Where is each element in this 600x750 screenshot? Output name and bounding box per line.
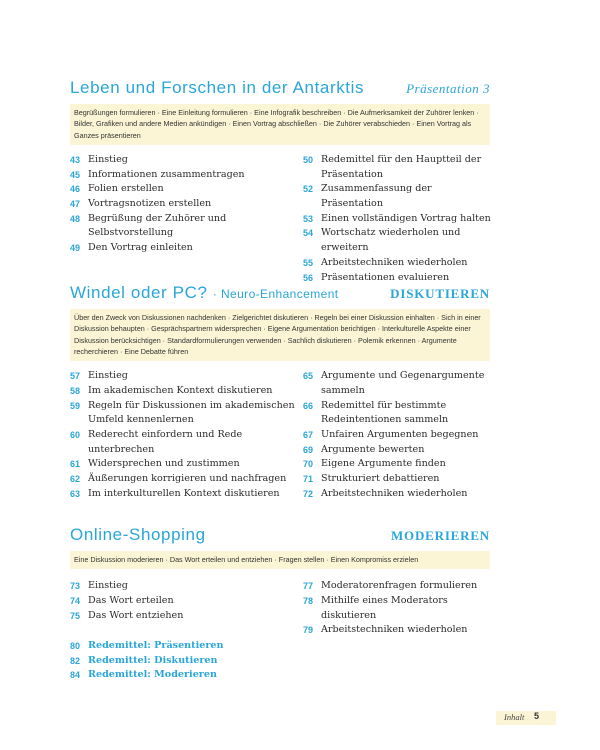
toc-entry[interactable]: [303, 472, 493, 487]
page-number: 43: [70, 154, 81, 165]
entry-title: Einstieg: [88, 153, 128, 165]
toc-entry[interactable]: [303, 594, 493, 623]
entry-title: Äußerungen korrigieren und nachfragen: [88, 473, 287, 485]
page-number: 49: [70, 243, 81, 254]
page-number: 82: [70, 655, 81, 666]
entry-title: Redemittel für bestimmte Redeintentionen sammeln: [321, 399, 449, 426]
page-number: 50: [303, 154, 314, 165]
section-header: [70, 74, 490, 100]
toc-entry[interactable]: [303, 182, 493, 211]
toc-entry[interactable]: [303, 226, 493, 255]
page-number: 54: [303, 228, 314, 239]
entry-title: Redemittel: Moderieren: [88, 669, 217, 681]
page-number: 46: [70, 184, 81, 195]
toc-entry[interactable]: [70, 212, 295, 241]
entry-title: Unfairen Argumenten begegnen: [321, 429, 479, 440]
page-number: 74: [70, 596, 81, 606]
section-summary: Über den Zweck von Diskussionen nachdenken · Zielgerichtet diskutieren · Regeln bei einer Diskussion einhalten · Sich in einer Diskussion behaupten · Gesprächspartnern widersprechen · Eigene Argumentation berichtigen · Interkulturelle Aspekte einer Diskussion berücksichtigen · Standardformulierungen verwenden · Sachlich diskutieren · Polemik erkennen · Argumente recherchieren · Eine Debatte führen: [70, 309, 490, 361]
page-number: 59: [70, 400, 81, 411]
entry-title: Präsentationen evaluieren: [321, 271, 450, 283]
entry-title: Rederecht einfordern und Rede unterbrechen: [88, 429, 243, 455]
toc-entry[interactable]: [303, 579, 493, 594]
section-tag: Präsentation 3: [406, 81, 490, 96]
toc-entry[interactable]: [303, 443, 493, 458]
page-number: 77: [303, 581, 314, 592]
entry-title: Redemittel: Präsentieren: [88, 640, 224, 651]
section-tag: MODERIEREN: [390, 528, 490, 543]
entry-title: Im akademischen Kontext diskutieren: [88, 384, 273, 396]
section-summary: Begrüßungen formulieren · Eine Einleitung formulieren · Eine Infografik beschreiben · Die Aufmerksamkeit der Zuhörer lenken · Bilder, Grafiken und andere Medien ankündigen · Einen Vortrag abschließen · Die Zuhörer verabschieden · Einen Vortrag als Ganzes präsentieren: [70, 104, 490, 145]
page-number: 69: [303, 444, 314, 455]
entry-title: Wortschatz wiederholen und erweitern: [321, 227, 461, 254]
toc-left-column: [70, 579, 295, 623]
section-title-main: Windel oder PC?: [70, 283, 208, 302]
toc-entry[interactable]: [70, 654, 223, 669]
entry-title: Informationen zusammentragen: [88, 168, 245, 180]
toc-entry[interactable]: [303, 153, 493, 182]
toc-entry[interactable]: [70, 579, 295, 594]
footer-tab: [496, 711, 556, 725]
toc-entry[interactable]: [70, 369, 295, 384]
toc-entry[interactable]: [70, 594, 295, 609]
entry-title: Das Wort erteilen: [88, 595, 174, 606]
toc-left-column: [70, 153, 295, 256]
toc-entry[interactable]: [70, 428, 295, 457]
toc-entry[interactable]: [303, 256, 493, 271]
page-number: 63: [70, 488, 81, 499]
entry-title: Arbeitstechniken wiederholen: [321, 256, 468, 268]
section-title: Leben und Forschen in der Antarktis: [70, 78, 365, 97]
page-number: 67: [303, 430, 314, 440]
toc-entry[interactable]: [70, 384, 295, 399]
section-header: [70, 521, 490, 547]
toc-right-column: [303, 369, 493, 501]
section-summary: Eine Diskussion moderieren · Das Wort erteilen und entziehen · Fragen stellen · Einen Kompromiss erzielen: [70, 551, 490, 569]
entry-title: Argumente und Gegenargumente sammeln: [321, 370, 485, 396]
toc-entry[interactable]: [70, 182, 295, 197]
entry-title: Das Wort entziehen: [88, 609, 184, 621]
section-online-shopping: [70, 521, 490, 636]
toc-entry[interactable]: [70, 668, 223, 683]
page-number: 62: [70, 474, 81, 485]
toc-entry[interactable]: [303, 212, 493, 227]
page-number: 72: [303, 488, 314, 499]
page-number: 61: [70, 459, 81, 470]
page-number: 53: [303, 213, 314, 224]
toc-right-column: [303, 153, 493, 285]
page-number: 80: [70, 641, 81, 651]
toc-right-column: [303, 579, 493, 638]
entry-title: Mithilfe eines Moderators diskutieren: [321, 595, 448, 621]
page-number: 47: [70, 199, 81, 209]
section-windel-oder-pc: [70, 279, 490, 499]
entry-title: Strukturiert debattieren: [321, 473, 440, 485]
page-number: 66: [303, 400, 314, 411]
entry-title: Regeln für Diskussionen im akademischen Umfeld kennenlernen: [88, 399, 295, 426]
page-number: 52: [303, 184, 314, 195]
toc-entry[interactable]: [303, 428, 493, 443]
toc-left-column: [70, 369, 295, 501]
toc-entry[interactable]: [70, 472, 295, 487]
section-title: [70, 283, 339, 303]
page-number: 79: [303, 625, 314, 636]
page-number: 58: [70, 385, 81, 396]
entry-title: Arbeitstechniken wiederholen: [321, 624, 468, 636]
entry-title: Den Vortrag einleiten: [88, 242, 193, 254]
entry-title: Moderatorenfragen formulieren: [321, 580, 478, 592]
entry-title: Begrüßung der Zuhörer und Selbstvorstellung: [88, 212, 227, 239]
page-number: 75: [70, 610, 81, 621]
toc-entry[interactable]: [70, 487, 295, 502]
toc-entry[interactable]: [70, 168, 295, 183]
page-number: 84: [70, 670, 81, 681]
section-subtitle: · Neuro-Enhancement: [212, 287, 339, 301]
entry-title: Einstieg: [88, 370, 128, 382]
entry-title: Arbeitstechniken wiederholen: [321, 487, 468, 499]
entry-title: Widersprechen und zustimmen: [88, 458, 240, 470]
page-number: 65: [303, 371, 314, 382]
page-number: 70: [303, 459, 314, 470]
entry-title: Eigene Argumente finden: [321, 458, 446, 470]
entry-title: Argumente bewerten: [321, 443, 425, 455]
page-number: 48: [70, 213, 81, 224]
entry-title: Zusammenfassung der Präsentation: [321, 183, 432, 209]
page-number: 55: [303, 257, 314, 268]
toc-entry[interactable]: [70, 197, 295, 212]
entry-title: Einen vollständigen Vortrag halten: [321, 212, 491, 224]
section-title: Online-Shopping: [70, 525, 206, 544]
entry-title: Redemittel für den Hauptteil der Präsentation: [321, 153, 482, 180]
page-number: 60: [70, 430, 81, 440]
page-number: 78: [303, 596, 314, 606]
section-tag: DISKUTIEREN: [390, 286, 490, 301]
section-header: [70, 279, 490, 305]
toc-entry[interactable]: [70, 639, 223, 654]
page-number: 45: [70, 169, 81, 180]
footer-label: Inhalt: [504, 712, 525, 722]
toc-entry[interactable]: [303, 457, 493, 472]
page-number: 56: [303, 272, 314, 283]
toc-entry[interactable]: [70, 457, 295, 472]
page-number: 71: [303, 474, 314, 485]
section-antarktis: [70, 74, 491, 283]
redemittel-list: [70, 639, 223, 683]
toc-entry[interactable]: [70, 609, 295, 624]
page-number: 73: [70, 581, 81, 592]
toc-entry[interactable]: [303, 399, 493, 428]
toc-entry[interactable]: [70, 241, 295, 256]
toc-entry[interactable]: [303, 487, 493, 502]
entry-title: Redemittel: Diskutieren: [88, 654, 218, 666]
entry-title: Vortragsnotizen erstellen: [88, 198, 212, 209]
entry-title: Im interkulturellen Kontext diskutieren: [88, 487, 280, 499]
toc-entry[interactable]: [303, 369, 493, 398]
toc-entry[interactable]: [70, 153, 295, 168]
entry-title: Folien erstellen: [88, 183, 164, 195]
toc-entry[interactable]: [303, 623, 493, 638]
page-number: 57: [70, 371, 81, 382]
toc-entry[interactable]: [70, 399, 295, 428]
entry-title: Einstieg: [88, 580, 128, 592]
page-number-footer: 5: [534, 711, 540, 721]
